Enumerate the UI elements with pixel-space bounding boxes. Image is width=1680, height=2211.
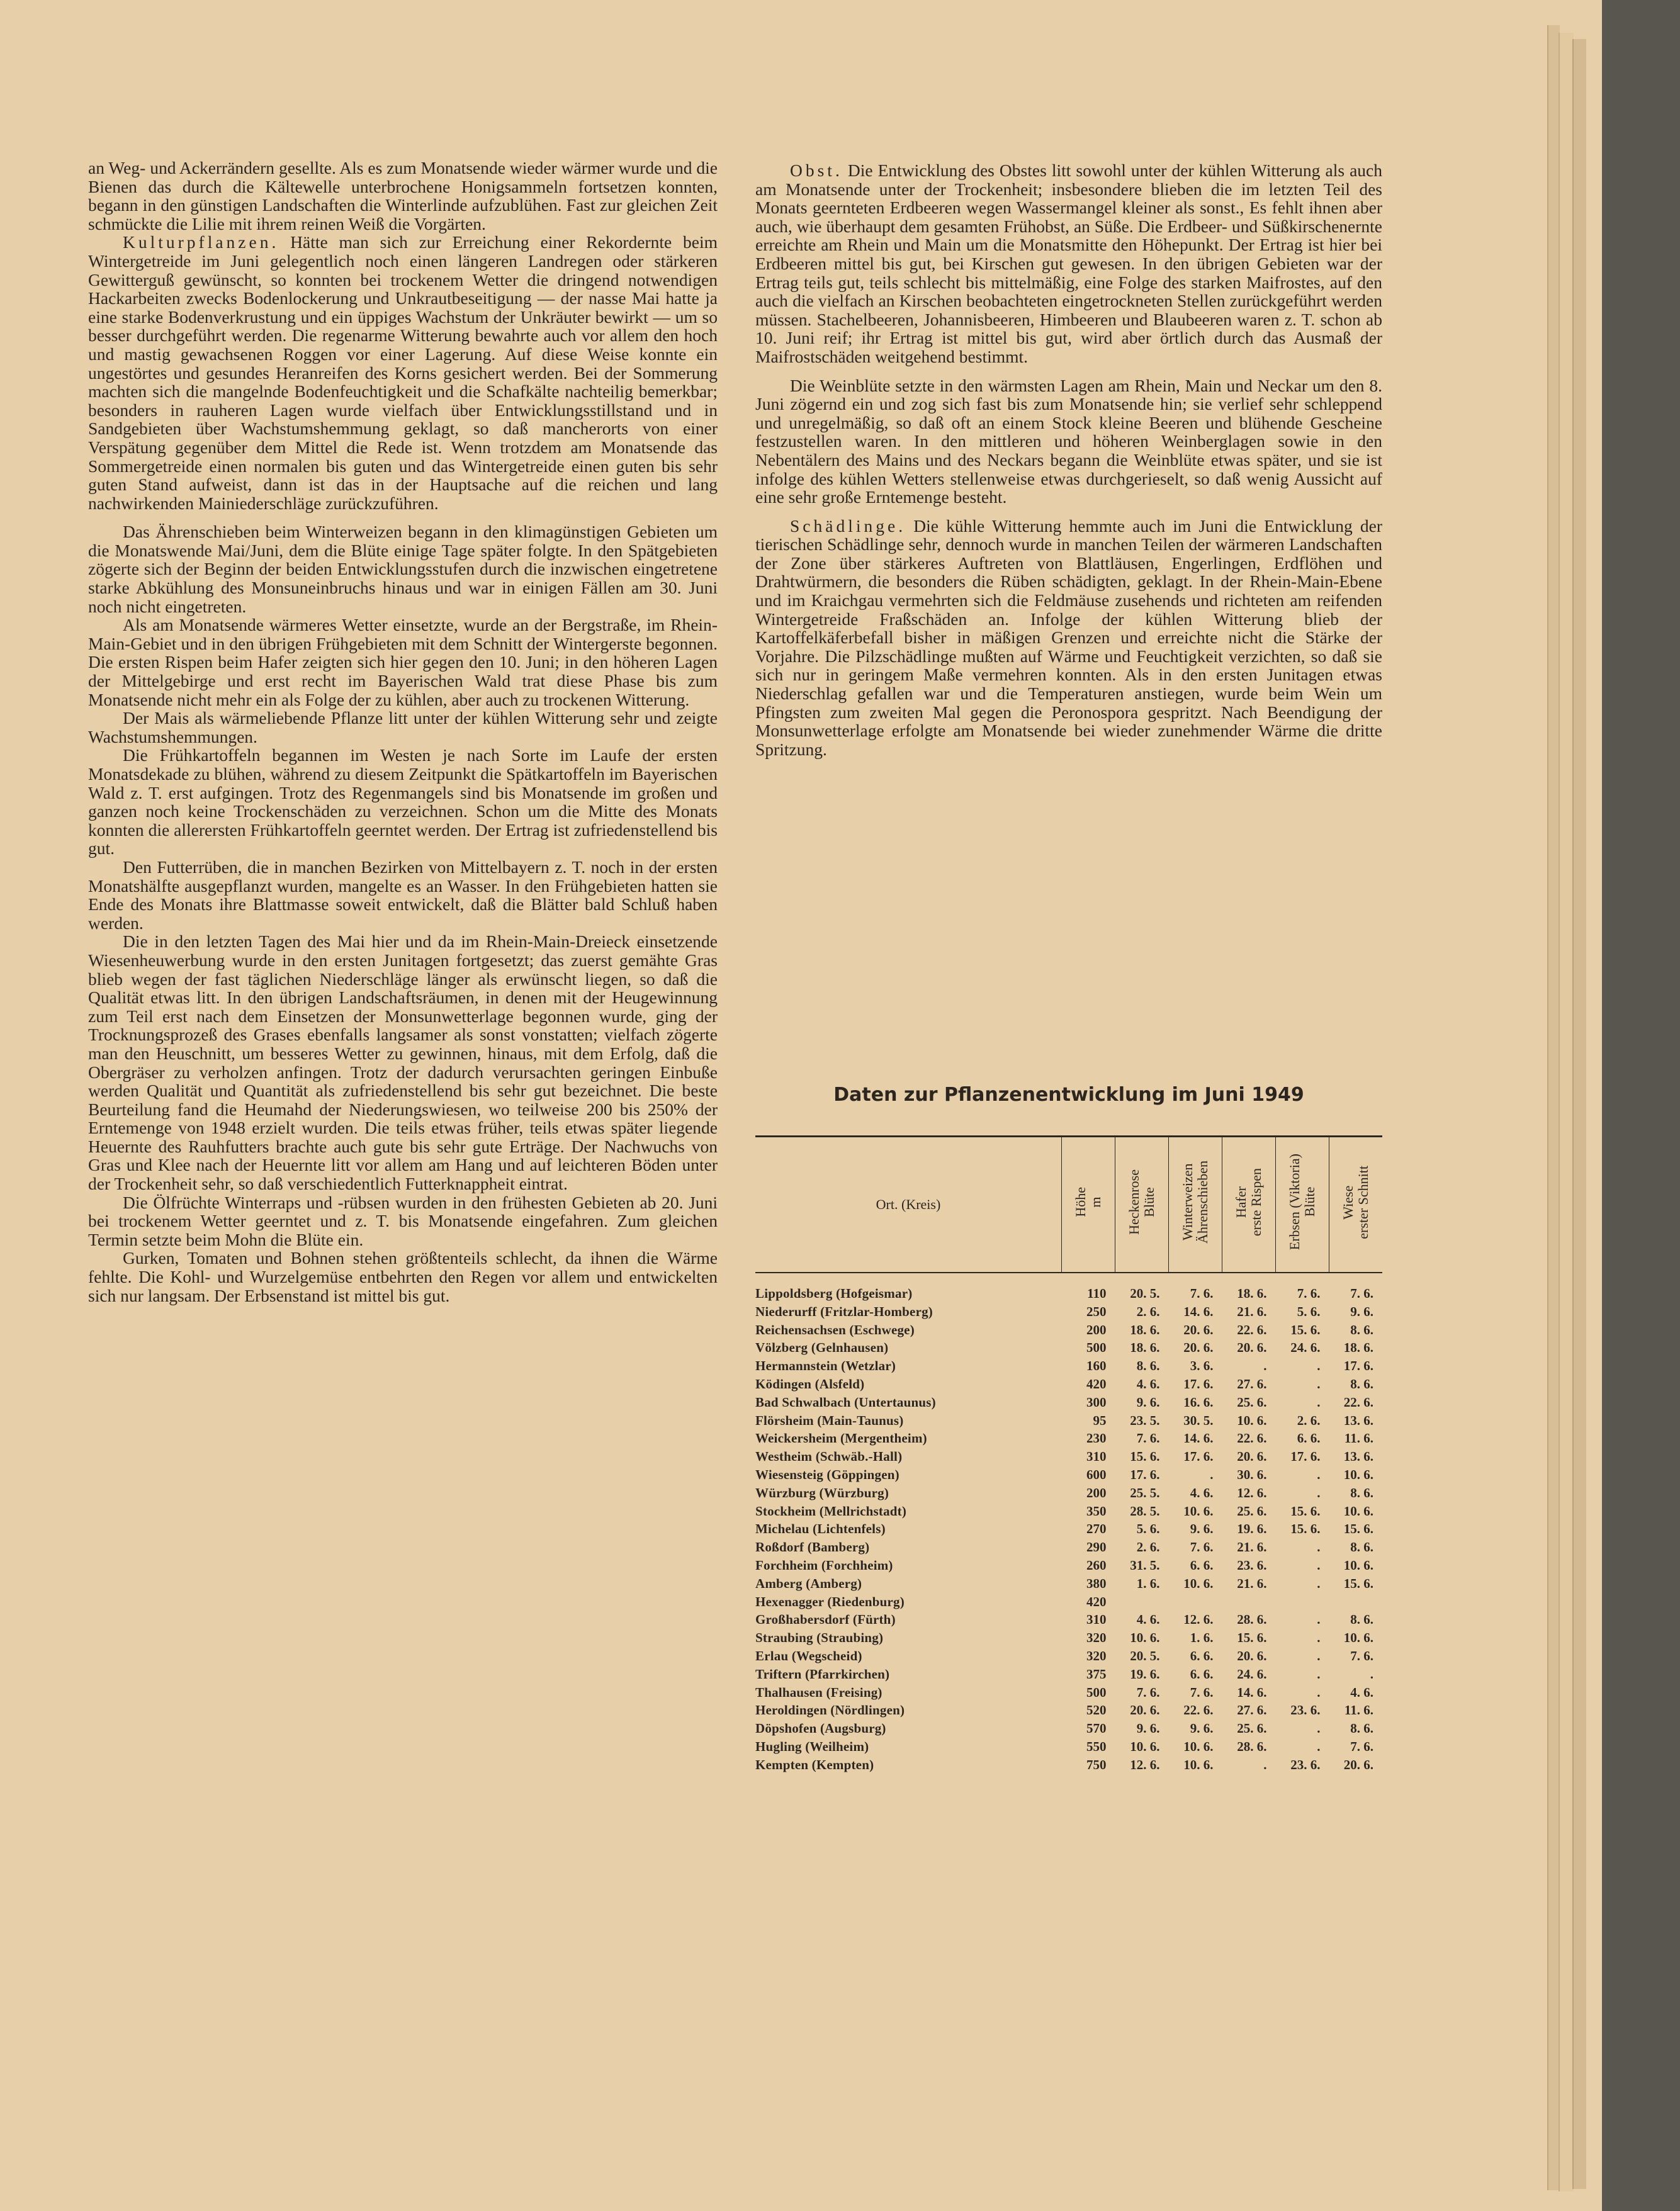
- value-cell: 20. 6.: [1237, 1340, 1267, 1356]
- location-cell: Triftern (Pfarrkirchen): [755, 1666, 890, 1682]
- value-cell: 600: [1086, 1466, 1107, 1482]
- paragraph: an Weg- und Ackerrändern gesellte. Als es zum Monatsende wieder wärmer wurde und die Bienen das durch die Kältewelle unterbrochene Honigsammeln fortsetzen konnten, begann in den günstigen Landschaften die Winterlinde aufzublühen. Fast zur gleichen Zeit schmückte die Lilie mit ihrem reinen Weiß die Vorgärten.: [88, 158, 718, 233]
- value-cell: 8. 6.: [1350, 1322, 1373, 1337]
- paragraph: Obst. Die Entwicklung des Obstes litt sowohl unter der kühlen Witterung als auch am Monatsende unter der Trockenheit; insbesondere blieben die im letzten Teil des Monats geernteten Erdbeeren wegen Wassermangel kleiner als sonst., Es fehlt ihnen aber auch, wie überhaupt dem gesamten Frühobst, an Süße. Die Erdbeer- und Süßkirschenernte erreichte am Rhein und Main um die Monatsmitte den Höhepunkt. Der Ertrag ist hier bei Erdbeeren mittel bis gut, bei Kirschen gut gewesen. In den übrigen Gebieten war der Ertrag teils gut, teils schlecht bis mittelmäßig, eine Folge des starken Maifrostes, auf den auch die vielfach an Kirschen beobachteten eingetrockneten Stellen zurückgeführt werden müssen. Stachelbeeren, Johannisbeeren, Himbeeren und Blaubeeren waren z. T. schon ab 10. Juni reif; ihr Ertrag ist mittel bis gut, wird aber örtlich durch das Ausmaß der Maifrostschäden weitgehend bestimmt.: [755, 160, 1382, 366]
- location-cell: Amberg (Amberg): [755, 1575, 862, 1591]
- value-cell: 320: [1086, 1648, 1107, 1663]
- column-header: Erbsen (Viktoria) Blüte: [1276, 1137, 1329, 1273]
- value-cell: 520: [1086, 1702, 1107, 1718]
- value-cell: 17. 6.: [1290, 1449, 1321, 1465]
- value-cell: 9. 6.: [1190, 1721, 1214, 1736]
- value-cell: 8. 6.: [1350, 1376, 1373, 1392]
- location-cell: Roßdorf (Bamberg): [755, 1539, 870, 1555]
- value-cell: 20. 6.: [1237, 1449, 1267, 1465]
- book-binding: [1602, 0, 1680, 2211]
- location-cell: Heroldingen (Nördlingen): [755, 1702, 905, 1718]
- location-cell: Würzburg (Würzburg): [755, 1485, 889, 1500]
- value-cell: 350: [1086, 1503, 1107, 1519]
- value-cell: .: [1317, 1358, 1321, 1374]
- value-cell: 20. 6.: [1183, 1322, 1214, 1337]
- value-cell: 1. 6.: [1136, 1575, 1160, 1591]
- value-cell: 500: [1086, 1684, 1107, 1700]
- value-cell: 18. 6.: [1343, 1340, 1373, 1356]
- value-cell: 11. 6.: [1344, 1702, 1373, 1718]
- value-cell: 28. 6.: [1237, 1612, 1267, 1628]
- table-row: [755, 1412, 1382, 1430]
- value-cell: 300: [1086, 1394, 1107, 1410]
- value-cell: [1222, 1593, 1276, 1611]
- value-cell: 10. 6.: [1343, 1630, 1373, 1646]
- value-cell: 95: [1093, 1412, 1107, 1428]
- value-cell: 10. 6.: [1130, 1630, 1160, 1646]
- table-row: [755, 1303, 1382, 1321]
- location-cell: Hermannstein (Wetzlar): [755, 1358, 896, 1374]
- table-row: [755, 1593, 1382, 1611]
- value-cell: .: [1317, 1612, 1321, 1628]
- value-cell: [1115, 1593, 1169, 1611]
- value-cell: 7. 6.: [1136, 1684, 1160, 1700]
- table-row: [755, 1665, 1382, 1684]
- value-cell: 30. 5.: [1183, 1412, 1214, 1428]
- table-row: [755, 1375, 1382, 1393]
- table-row: [755, 1538, 1382, 1556]
- value-cell: .: [1370, 1666, 1373, 1682]
- paragraph: Kulturpflanzen. Hätte man sich zur Erreichung einer Rekordernte beim Wintergetreide im Juni gelegentlich noch einen längeren Landregen oder stärkeren Gewitterguß gewünscht, so konnten bei trockenem Wetter die dringend notwendigen Hackarbeiten zwecks Bodenlockerung und Unkrautbeseitigung — der nasse Mai hatte ja eine starke Bodenverkrustung und ein üppiges Wachstum der Unkräuter bewirkt — um so besser durchgeführt werden. Die regenarme Witterung bewahrte auch vor allem den hoch und mastig gewachsenen Roggen vor einer Lagerung. Auf diese Weise konnte ein ungestörtes und gesundes Heranreifen des Korns gesichert werden. Bei der Sommerung machten sich die mangelnde Bodenfeuchtigkeit und die Schafkälte nachteilig bemerkbar; besonders in rauheren Lagen wurde vielfach über Entwicklungsstillstand und in Sandgebieten über Wachstumshemmung geklagt, so daß mancherorts von einer Verspätung gegenüber dem Mittel die Rede ist. Wenn trotzdem am Monatsende das Sommergetreide einen normalen bis guten und das Wintergetreide einen guten bis sehr guten Stand aufweist, dann ist das in der Hauptsache auf die reichen und lang nachwirkenden Mainiederschläge zurückzuführen.: [88, 232, 718, 513]
- value-cell: 9. 6.: [1136, 1721, 1160, 1736]
- value-cell: .: [1317, 1738, 1321, 1754]
- paragraph: Die Frühkartoffeln begannen im Westen je nach Sorte im Laufe der ersten Monatsdekade zu blühen, während zu diesem Zeitpunkt die Spätkartoffeln im Bayerischen Wald z. T. erst aufgingen. Trotz des Regenmangels sind bis Monatsende im großen und ganzen noch keine Trockenschäden zu verzeichnen. Schon um die Mitte des Monats konnten die allerersten Frühkartoffeln geerntet werden. Der Ertrag ist zufriedenstellend bis gut.: [88, 745, 718, 858]
- value-cell: 10. 6.: [1183, 1738, 1214, 1754]
- value-cell: 22. 6.: [1183, 1702, 1214, 1718]
- value-cell: 3. 6.: [1190, 1358, 1214, 1374]
- value-cell: 23. 6.: [1290, 1702, 1321, 1718]
- value-cell: 20. 6.: [1237, 1648, 1267, 1663]
- paragraph: Die Ölfrüchte Winterraps und -rübsen wurden in den frühesten Gebieten ab 20. Juni bei trockenem Wetter geerntet und z. T. bis Monatsende eingefahren. Zum gleichen Termin setzte beim Mohn die Blüte ein.: [88, 1192, 718, 1249]
- value-cell: 21. 6.: [1237, 1575, 1267, 1591]
- value-cell: 15. 6.: [1290, 1503, 1321, 1519]
- value-cell: 4. 6.: [1136, 1376, 1160, 1392]
- value-cell: 14. 6.: [1237, 1684, 1267, 1700]
- value-cell: 8. 6.: [1350, 1721, 1373, 1736]
- column-header: Höhe m: [1062, 1137, 1115, 1273]
- location-cell: Thalhausen (Freising): [755, 1684, 882, 1700]
- value-cell: 18. 6.: [1237, 1286, 1267, 1301]
- section-heading: Kulturpflanzen.: [123, 232, 279, 252]
- value-cell: .: [1317, 1666, 1321, 1682]
- column-header: Heckenrose Blüte: [1115, 1137, 1169, 1273]
- value-cell: 15. 6.: [1343, 1521, 1373, 1537]
- page-edge: [1559, 33, 1574, 2191]
- value-cell: .: [1263, 1757, 1267, 1772]
- value-cell: 290: [1086, 1539, 1107, 1555]
- table-row: [755, 1556, 1382, 1575]
- paragraph: Das Ährenschieben beim Winterweizen begann in den klimagünstigen Gebieten um die Monatswende Mai/Juni, dem die Blüte einige Tage später folgte. In den Spätgebieten zögerte sich der Beginn der beiden Entwicklungsstufen durch die inzwischen eingetretene starke Abkühlung des Monsuneinbruchs hinaus und war in einigen Fällen am 30. Juni noch nicht eingetreten.: [88, 522, 718, 616]
- value-cell: 750: [1086, 1757, 1107, 1772]
- value-cell: .: [1317, 1648, 1321, 1663]
- paragraph: Die in den letzten Tagen des Mai hier und da im Rhein-Main-Dreieck einsetzende Wiesenheuwerbung wurde in den ersten Junitagen fortgesetzt; das zuerst gemähte Gras blieb wegen der fast täglichen Niederschläge länger als erwünscht liegen, so daß die Qualität etwas litt. In den übrigen Landschaftsräumen, in denen mit der Heugewinnung zum Teil erst nach dem Einsetzen der Monsunwetterlage begonnen wurde, ging der Trocknungsprozeß des Grases ebenfalls langsamer als sonst vonstatten; vielfach zögerte man den Heuschnitt, um besseres Wetter zu gewinnen, hinaus, mit dem Erfolg, daß die Obergräser zu verholzen anfingen. Trotz der dadurch verursachten geringen Einbuße werden Qualität und Quantität als zufriedenstellend bis sehr gut bezeichnet. Die beste Beurteilung fand die Heumahd der Niederungswiesen, wo teilweise 200 bis 250% der Erntemenge von 1948 erzielt wurden. Die teils etwas früher, teils etwas später liegende Heuernte des Rauhfutters brachte auch gute bis sehr gute Erträge. Der Nachwuchs von Gras und Klee nach der Heuernte litt vor allem am Hang und auf leichteren Böden unter der Trockenheit sehr, so daß verschiedentlich Futterknappheit eintrat.: [88, 931, 718, 1194]
- value-cell: 21. 6.: [1237, 1539, 1267, 1555]
- value-cell: 18. 6.: [1130, 1322, 1160, 1337]
- value-cell: .: [1317, 1630, 1321, 1646]
- paragraph: Die Weinblüte setzte in den wärmsten Lagen am Rhein, Main und Neckar um den 8. Juni zögernd ein und zog sich fast bis zum Monatsende hin; sie verlief sehr schleppend und unregelmäßig, so daß oft an einem Stock kleine Beeren und blühende Gescheine festzustellen waren. In den mittleren und höheren Weinberglagen sowie in den Nebentälern des Mains und des Neckars begann die Weinblüte etwas später, und sie ist infolge des kühlen Wetters stellenweise etwas durchgerieselt, so daß wenig Aussicht auf eine sehr große Erntemenge besteht.: [755, 375, 1382, 507]
- value-cell: 4. 6.: [1350, 1684, 1373, 1700]
- value-cell: 6. 6.: [1190, 1648, 1214, 1663]
- table-title: Daten zur Pflanzenentwicklung im Juni 1949: [833, 1084, 1304, 1106]
- value-cell: 19. 6.: [1237, 1521, 1267, 1537]
- value-cell: 19. 6.: [1130, 1666, 1160, 1682]
- value-cell: 25. 5.: [1130, 1485, 1160, 1500]
- table-row: [755, 1393, 1382, 1412]
- value-cell: 10. 6.: [1237, 1412, 1267, 1428]
- table-row: [755, 1357, 1382, 1375]
- location-cell: Döpshofen (Augsburg): [755, 1721, 886, 1736]
- value-cell: 15. 6.: [1237, 1630, 1267, 1646]
- value-cell: 12. 6.: [1183, 1612, 1214, 1628]
- location-cell: Reichensachsen (Eschwege): [755, 1322, 915, 1337]
- table-row: [755, 1611, 1382, 1629]
- table-row: [755, 1285, 1382, 1303]
- value-cell: 7. 6.: [1190, 1539, 1214, 1555]
- value-cell: 18. 6.: [1130, 1340, 1160, 1356]
- value-cell: 24. 6.: [1290, 1340, 1321, 1356]
- value-cell: .: [1317, 1485, 1321, 1500]
- value-cell: 15. 6.: [1290, 1521, 1321, 1537]
- value-cell: .: [1317, 1557, 1321, 1573]
- value-cell: 7. 6.: [1297, 1286, 1321, 1301]
- value-cell: .: [1317, 1539, 1321, 1555]
- table-row: [755, 1466, 1382, 1484]
- value-cell: 15. 6.: [1290, 1322, 1321, 1337]
- value-cell: 10. 6.: [1343, 1557, 1373, 1573]
- value-cell: 23. 5.: [1130, 1412, 1160, 1428]
- table-row: [755, 1321, 1382, 1339]
- value-cell: 380: [1086, 1575, 1107, 1591]
- column-header: Hafer erste Rispen: [1222, 1137, 1276, 1273]
- value-cell: 12. 6.: [1237, 1485, 1267, 1500]
- paragraph: Der Mais als wärmeliebende Pflanze litt unter der kühlen Witterung sehr und zeigte Wachstumshemmungen.: [88, 708, 718, 746]
- value-cell: .: [1263, 1358, 1267, 1374]
- value-cell: 24. 6.: [1237, 1666, 1267, 1682]
- value-cell: 10. 6.: [1183, 1575, 1214, 1591]
- value-cell: 23. 6.: [1237, 1557, 1267, 1573]
- value-cell: 7. 6.: [1350, 1738, 1373, 1754]
- value-cell: 15. 6.: [1130, 1449, 1160, 1465]
- value-cell: 420: [1086, 1376, 1107, 1392]
- value-cell: 20. 5.: [1130, 1286, 1160, 1301]
- value-cell: 4. 6.: [1190, 1485, 1214, 1500]
- value-cell: 375: [1086, 1666, 1107, 1682]
- table-row: [755, 1756, 1382, 1774]
- table-row: [755, 1719, 1382, 1738]
- location-cell: Bad Schwalbach (Untertaunus): [755, 1394, 936, 1410]
- paragraph: Als am Monatsende wärmeres Wetter einsetzte, wurde an der Bergstraße, im Rhein-Main-Gebiet und in den übrigen Frühgebieten mit dem Schnitt der Wintergerste begonnen. Die ersten Rispen beim Hafer zeigten sich hier gegen den 10. Juni; in den höheren Lagen der Mittelgebirge und erst recht im Bayerischen Wald trat diese Phase bis zum Monatsende nicht mehr ein als Folge der zu kühlen, aber auch zu trockenen Witterung.: [88, 615, 718, 709]
- table-row: [755, 1429, 1382, 1448]
- value-cell: .: [1317, 1684, 1321, 1700]
- section-heading: Schädlinge.: [790, 515, 906, 536]
- value-cell: 4. 6.: [1136, 1612, 1160, 1628]
- value-cell: 27. 6.: [1237, 1702, 1267, 1718]
- value-cell: 28. 6.: [1237, 1738, 1267, 1754]
- location-cell: Straubing (Straubing): [755, 1630, 884, 1646]
- value-cell: 28. 5.: [1130, 1503, 1160, 1519]
- value-cell: .: [1317, 1575, 1321, 1591]
- value-cell: 5. 6.: [1136, 1521, 1160, 1537]
- value-cell: 6. 6.: [1190, 1557, 1214, 1573]
- location-cell: Stockheim (Mellrichstadt): [755, 1503, 907, 1519]
- table-row: [755, 1647, 1382, 1665]
- value-cell: 420: [1086, 1594, 1107, 1609]
- value-cell: 310: [1086, 1612, 1107, 1628]
- value-cell: 7. 6.: [1350, 1648, 1373, 1663]
- value-cell: 22. 6.: [1237, 1322, 1267, 1337]
- value-cell: .: [1317, 1394, 1321, 1410]
- value-cell: 22. 6.: [1237, 1431, 1267, 1446]
- value-cell: 13. 6.: [1343, 1412, 1373, 1428]
- value-cell: 20. 5.: [1130, 1648, 1160, 1663]
- value-cell: 11. 6.: [1344, 1431, 1373, 1446]
- value-cell: 10. 6.: [1183, 1757, 1214, 1772]
- location-cell: Niederurff (Fritzlar-Homberg): [755, 1303, 933, 1319]
- value-cell: 9. 6.: [1136, 1394, 1160, 1410]
- location-cell: Hugling (Weilheim): [755, 1738, 869, 1754]
- value-cell: 13. 6.: [1343, 1449, 1373, 1465]
- value-cell: 10. 6.: [1130, 1738, 1160, 1754]
- table-row: [755, 1575, 1382, 1593]
- value-cell: [1276, 1593, 1329, 1611]
- value-cell: [1169, 1593, 1222, 1611]
- value-cell: 15. 6.: [1343, 1575, 1373, 1591]
- value-cell: 250: [1086, 1303, 1107, 1319]
- value-cell: 10. 6.: [1183, 1503, 1214, 1519]
- value-cell: 8. 6.: [1350, 1612, 1373, 1628]
- value-cell: 12. 6.: [1130, 1757, 1160, 1772]
- table-row: [755, 1448, 1382, 1466]
- column-header: Wiese erster Schnitt: [1329, 1137, 1383, 1273]
- location-cell: Hexenagger (Riedenburg): [755, 1594, 905, 1609]
- location-cell: Ködingen (Alsfeld): [755, 1376, 865, 1392]
- value-cell: 6. 6.: [1190, 1666, 1214, 1682]
- page-edge: [1572, 39, 1586, 2189]
- value-cell: 200: [1086, 1322, 1107, 1337]
- value-cell: 27. 6.: [1237, 1376, 1267, 1392]
- table-row: [755, 1701, 1382, 1719]
- value-cell: 17. 6.: [1183, 1376, 1214, 1392]
- value-cell: .: [1210, 1466, 1214, 1482]
- value-cell: 270: [1086, 1521, 1107, 1537]
- value-cell: 17. 6.: [1343, 1358, 1373, 1374]
- value-cell: 8. 6.: [1350, 1485, 1373, 1500]
- table-row: [755, 1502, 1382, 1521]
- value-cell: 200: [1086, 1485, 1107, 1500]
- value-cell: 2. 6.: [1297, 1412, 1321, 1428]
- value-cell: 9. 6.: [1190, 1521, 1214, 1537]
- left-text-column: [88, 159, 718, 1305]
- value-cell: 25. 6.: [1237, 1394, 1267, 1410]
- table-row: [755, 1629, 1382, 1647]
- value-cell: 17. 6.: [1130, 1466, 1160, 1482]
- table-row: [755, 1520, 1382, 1538]
- value-cell: .: [1317, 1466, 1321, 1482]
- value-cell: 7. 6.: [1190, 1684, 1214, 1700]
- value-cell: 22. 6.: [1343, 1394, 1373, 1410]
- section-heading: Obst.: [790, 160, 843, 180]
- value-cell: 7. 6.: [1350, 1286, 1373, 1301]
- data-table: [755, 1135, 1382, 1774]
- location-cell: Flörsheim (Main-Taunus): [755, 1412, 904, 1428]
- value-cell: 7. 6.: [1190, 1286, 1214, 1301]
- value-cell: 10. 6.: [1343, 1503, 1373, 1519]
- table-row: [755, 1684, 1382, 1702]
- value-cell: 310: [1086, 1449, 1107, 1465]
- value-cell: 14. 6.: [1183, 1303, 1214, 1319]
- value-cell: 260: [1086, 1557, 1107, 1573]
- location-cell: Weickersheim (Mergentheim): [755, 1431, 927, 1446]
- value-cell: 7. 6.: [1136, 1431, 1160, 1446]
- value-cell: 500: [1086, 1340, 1107, 1356]
- table-header-row: [755, 1137, 1382, 1273]
- value-cell: 550: [1086, 1738, 1107, 1754]
- page-edge: [1547, 25, 1560, 2190]
- location-cell: Kempten (Kempten): [755, 1757, 874, 1772]
- location-cell: Westheim (Schwäb.-Hall): [755, 1449, 903, 1465]
- value-cell: 8. 6.: [1350, 1539, 1373, 1555]
- location-cell: Wiesensteig (Göppingen): [755, 1466, 899, 1482]
- location-cell: Erlau (Wegscheid): [755, 1648, 862, 1663]
- value-cell: 14. 6.: [1183, 1431, 1214, 1446]
- value-cell: 10. 6.: [1343, 1466, 1373, 1482]
- value-cell: 20. 6.: [1183, 1340, 1214, 1356]
- location-cell: Großhabersdorf (Fürth): [755, 1612, 896, 1628]
- value-cell: 31. 5.: [1130, 1557, 1160, 1573]
- table-row: [755, 1339, 1382, 1357]
- value-cell: 1. 6.: [1190, 1630, 1214, 1646]
- location-cell: Völzberg (Gelnhausen): [755, 1340, 889, 1356]
- value-cell: 2. 6.: [1136, 1303, 1160, 1319]
- table-row: [755, 1484, 1382, 1502]
- column-header: Winterweizen Ährenschieben: [1169, 1137, 1222, 1273]
- value-cell: 5. 6.: [1297, 1303, 1321, 1319]
- column-header: Ort. (Kreis): [755, 1137, 1062, 1273]
- value-cell: 21. 6.: [1237, 1303, 1267, 1319]
- location-cell: Forchheim (Forchheim): [755, 1557, 893, 1573]
- value-cell: [1329, 1593, 1383, 1611]
- value-cell: 230: [1086, 1431, 1107, 1446]
- value-cell: .: [1317, 1721, 1321, 1736]
- value-cell: 25. 6.: [1237, 1721, 1267, 1736]
- value-cell: 16. 6.: [1183, 1394, 1214, 1410]
- value-cell: .: [1317, 1376, 1321, 1392]
- table-row: [755, 1738, 1382, 1756]
- paragraph: Gurken, Tomaten und Bohnen stehen größtenteils schlecht, da ihnen die Wärme fehlte. Die Kohl- und Wurzelgemüse entbehrten den Regen vor allem und entwickelten sich nur langsam. Der Erbsenstand ist mittel bis gut.: [88, 1248, 718, 1305]
- value-cell: 20. 6.: [1130, 1702, 1160, 1718]
- right-text-column: [755, 161, 1382, 768]
- value-cell: 20. 6.: [1343, 1757, 1373, 1772]
- value-cell: 2. 6.: [1136, 1539, 1160, 1555]
- value-cell: 17. 6.: [1183, 1449, 1214, 1465]
- value-cell: 110: [1087, 1286, 1107, 1301]
- value-cell: 9. 6.: [1350, 1303, 1373, 1319]
- value-cell: 6. 6.: [1297, 1431, 1321, 1446]
- value-cell: 570: [1086, 1721, 1107, 1736]
- location-cell: Michelau (Lichtenfels): [755, 1521, 886, 1537]
- value-cell: 160: [1086, 1358, 1107, 1374]
- paragraph: Schädlinge. Die kühle Witterung hemmte auch im Juni die Entwicklung der tierischen Schädlinge sehr, dennoch wurde in manchen Teilen der wärmeren Landschaften der Zone über stärkeres Auftreten von Blattläusen, Engerlingen, Erdflöhen und Drahtwürmern, die besonders die Rüben schädigten, geklagt. In der Rhein-Main-Ebene und im Kraichgau vermehrten sich die Feldmäuse zusehends und richteten am reifenden Wintergetreide Fraßschäden an. Infolge der kühlen Witterung blieb der Kartoffelkäferbefall bisher in mäßigen Grenzen und erreichte nicht die Stärke der Vorjahre. Die Pilzschädlinge mußten auf Wärme und Feuchtigkeit verzichten, so daß sie sich nur in geringem Maße vermehren konnten. Als in den ersten Junitagen etwas Niederschlag gefallen war und die Temperaturen anstiegen, wurde beim Wein um Pfingsten zum zweiten Mal gegen die Peronospora gespritzt. Nach Beendigung der Monsunwetterlage erfolgte am Monatsende bei wieder zunehmender Wärme die dritte Spritzung.: [755, 515, 1382, 759]
- value-cell: 30. 6.: [1237, 1466, 1267, 1482]
- value-cell: 25. 6.: [1237, 1503, 1267, 1519]
- value-cell: 320: [1086, 1630, 1107, 1646]
- location-cell: Lippoldsberg (Hofgeismar): [755, 1286, 913, 1301]
- value-cell: 8. 6.: [1136, 1358, 1160, 1374]
- paragraph: Den Futterrüben, die in manchen Bezirken von Mittelbayern z. T. noch in der ersten Monatshälfte ausgepflanzt wurden, mangelte es an Wasser. In den Frühgebieten hatten sie Ende des Monats ihre Blattmasse soweit entwickelt, daß die Blätter bald Schluß haben werden.: [88, 857, 718, 933]
- table-body: [755, 1273, 1382, 1774]
- value-cell: 23. 6.: [1290, 1757, 1321, 1772]
